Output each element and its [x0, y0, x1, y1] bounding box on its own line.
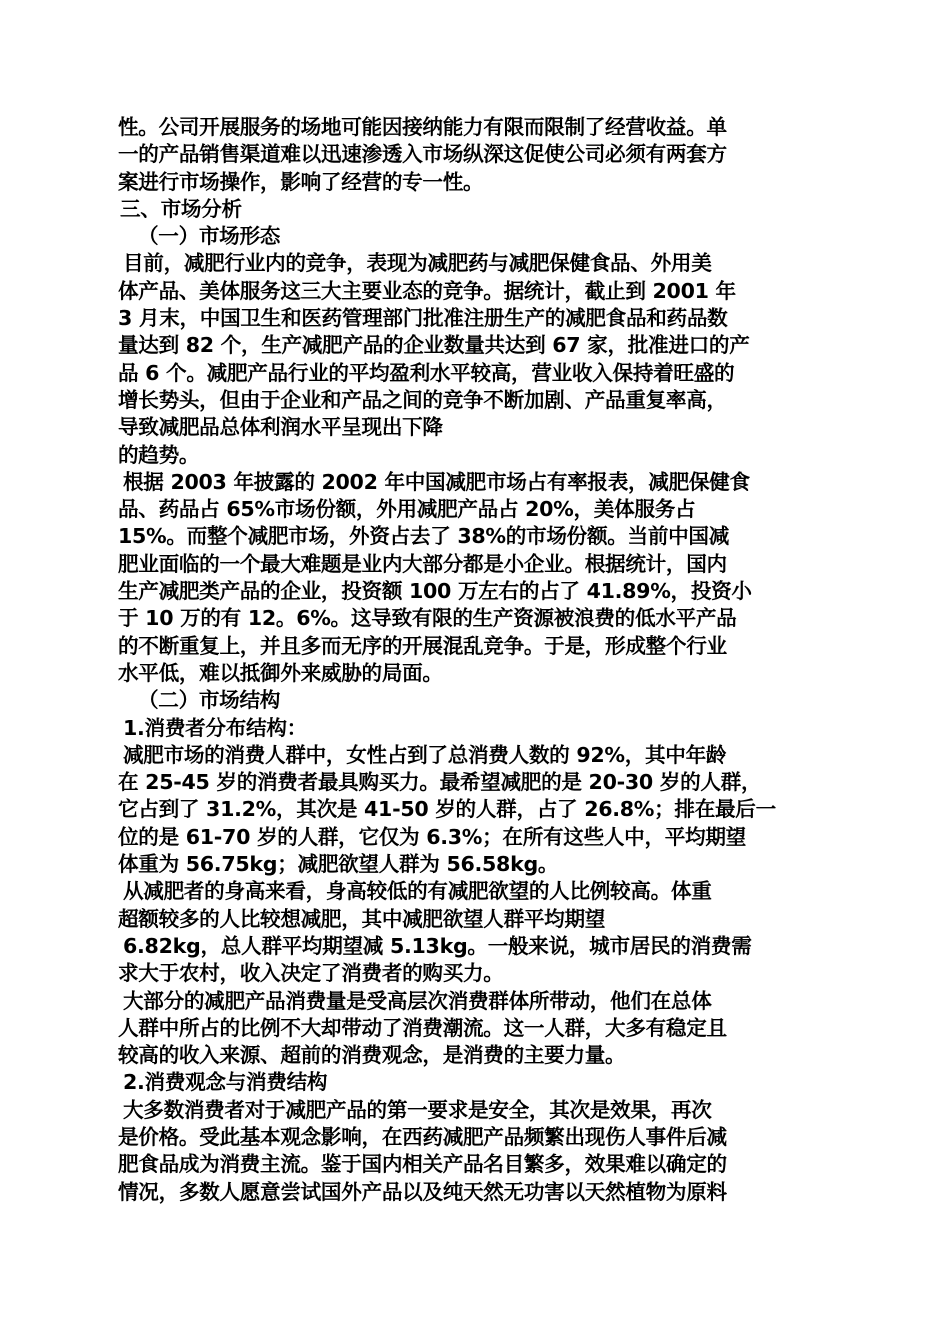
text-line: 肥食品成为消费主流。鉴于国内相关产品名目繁多，效果难以确定的	[118, 1152, 727, 1177]
text-line: 的不断重复上，并且多而无序的开展混乱竞争。于是，形成整个行业	[118, 633, 727, 658]
text-line: 在 25-45 岁的消费者最具购买力。最希望减肥的是 20-30 岁的人群，	[118, 770, 762, 795]
text-line: 于 10 万的有 12。6%。这导致有限的生产资源被浪费的低水平产品	[118, 606, 737, 631]
text-line: 品 6 个。减肥产品行业的平均盈利水平较高，营业收入保持着旺盛的	[118, 360, 735, 385]
text-line: 性。公司开展服务的场地可能因接纳能力有限而限制了经营收益。单	[118, 115, 727, 139]
text-line: 求大于农村，收入决定了消费者的购买力。	[118, 961, 504, 986]
subsection-heading: 2.消费观念与消费结构	[123, 1070, 328, 1095]
subsection-heading: （二）市场结构	[138, 688, 281, 713]
text-line: 案进行市场操作，影响了经营的专一性。	[118, 169, 484, 194]
text-line: 大部分的减肥产品消费量是受高层次消费群体所带动，他们在总体	[123, 988, 712, 1013]
text-line: 目前，减肥行业内的竞争，表现为减肥药与减肥保健食品、外用美	[123, 251, 712, 276]
text-line: 导致减肥品总体利润水平呈现出下降	[118, 415, 443, 440]
text-line: 的趋势。	[118, 442, 200, 467]
text-line: 情况，多数人愿意尝试国外产品以及纯天然无功害以天然植物为原料	[118, 1179, 727, 1204]
text-line: 一的产品销售渠道难以迅速渗透入市场纵深这促使公司必须有两套方	[118, 142, 727, 167]
text-line: 生产减肥类产品的企业，投资额 100 万左右的占了 41.89%，投资小	[118, 579, 752, 604]
document-page	[118, 114, 838, 1206]
text-line: 较高的收入来源、超前的消费观念，是消费的主要力量。	[118, 1043, 626, 1068]
text-line: 根据 2003 年披露的 2002 年中国减肥市场占有率报表，减肥保健食	[123, 469, 750, 494]
text-line: 体重为 56.75kg；减肥欲望人群为 56.58kg。	[118, 852, 559, 877]
text-line: 从减肥者的身高来看，身高较低的有减肥欲望的人比例较高。体重	[123, 879, 712, 904]
subsection-heading: （一）市场形态	[138, 224, 281, 249]
text-line: 增长势头，但由于企业和产品之间的竞争不断加剧、产品重复率高，	[118, 387, 727, 412]
text-line: 3 月末，中国卫生和医药管理部门批准注册生产的减肥食品和药品数	[118, 306, 728, 331]
text-line: 肥业面临的一个最大难题是业内大部分都是小企业。根据统计，国内	[118, 551, 727, 576]
text-line: 它占到了 31.2%，其次是 41-50 岁的人群，占了 26.8%；排在最后一	[118, 797, 776, 822]
text-line: 减肥市场的消费人群中，女性占到了总消费人数的 92%，其中年龄	[123, 742, 727, 767]
text-line: 15%。而整个减肥市场，外资占去了 38%的市场份额。当前中国减	[118, 524, 729, 549]
text-line: 位的是 61-70 岁的人群，它仅为 6.3%；在所有这些人中，平均期望	[118, 824, 746, 849]
section-heading: 三、市场分析	[120, 196, 242, 221]
text-line: 水平低，难以抵御外来威胁的局面。	[118, 660, 443, 685]
text-line: 量达到 82 个，生产减肥产品的企业数量共达到 67 家，批准进口的产	[118, 333, 750, 358]
text-line: 体产品、美体服务这三大主要业态的竞争。据统计，截止到 2001 年	[118, 278, 736, 303]
text-line: 6.82kg，总人群平均期望减 5.13kg。一般来说，城市居民的消费需	[123, 933, 752, 958]
text-line: 品、药品占 65%市场份额，外用减肥产品占 20%，美体服务占	[118, 497, 696, 522]
text-line: 人群中所占的比例不大却带动了消费潮流。这一人群，大多有稳定且	[118, 1015, 727, 1040]
text-line: 是价格。受此基本观念影响，在西药减肥产品频繁出现伤人事件后减	[118, 1124, 727, 1149]
subsection-heading: 1.消费者分布结构：	[123, 715, 307, 740]
text-line: 超额较多的人比较想减肥，其中减肥欲望人群平均期望	[118, 906, 606, 931]
text-line: 大多数消费者对于减肥产品的第一要求是安全，其次是效果，再次	[123, 1097, 712, 1122]
